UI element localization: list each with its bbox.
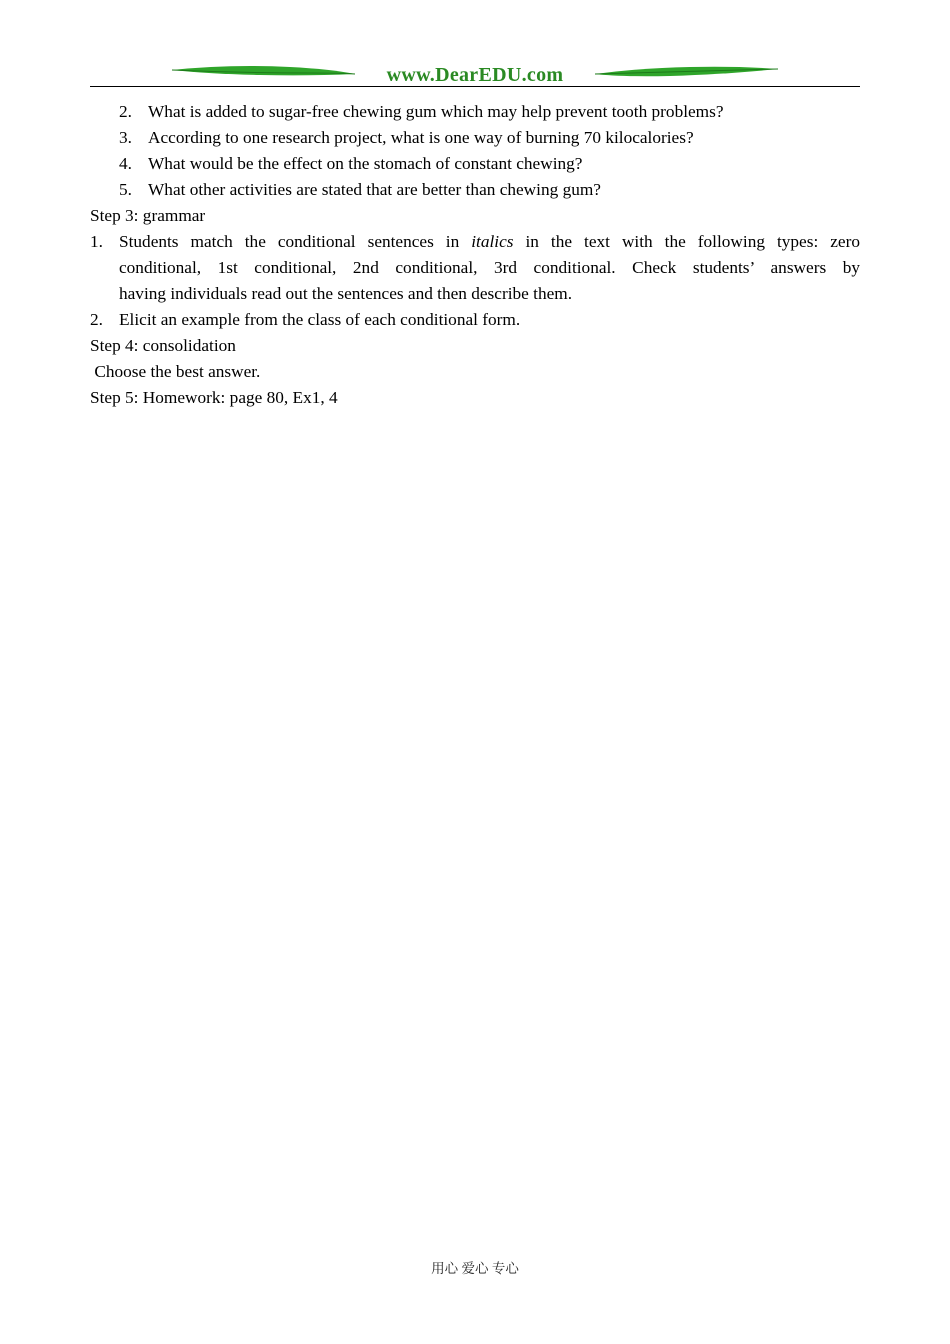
step4-instruction: Choose the best answer.	[90, 362, 261, 381]
item-text-line: having individuals read out the sentences and then describe them.	[119, 284, 573, 303]
question-number: 4.	[119, 154, 132, 173]
item-text: in the text with the following types: zero	[513, 232, 860, 251]
step3-item-1	[90, 229, 860, 255]
header-banner	[170, 62, 780, 88]
step3-item-1-cont	[90, 281, 860, 307]
step3-item-1-cont	[90, 255, 860, 281]
page-footer: 用心 爱心 专心	[431, 1261, 519, 1276]
item-text-line: conditional, 1st conditional, 2nd conditional, 3rd conditional. Check students’ answers by	[119, 258, 860, 277]
question-text: What other activities are stated that are better than chewing gum?	[148, 180, 601, 199]
item-text: Elicit an example from the class of each conditional form.	[119, 310, 521, 329]
header-divider	[90, 86, 860, 87]
item-number: 1.	[90, 232, 103, 251]
site-url-logo: www.DearEDU.com	[386, 64, 564, 86]
step4-heading: Step 4: consolidation	[90, 336, 236, 355]
item-text: Students match the conditional sentences in	[119, 232, 472, 251]
italics-word: italics	[471, 232, 514, 251]
question-number: 5.	[119, 180, 132, 199]
question-text: What is added to sugar-free chewing gum which may help prevent tooth problems?	[148, 102, 724, 121]
question-number: 2.	[119, 102, 132, 121]
step5-heading: Step 5: Homework: page 80, Ex1, 4	[90, 388, 338, 407]
question-number: 3.	[119, 128, 132, 147]
question-text: What would be the effect on the stomach of constant chewing?	[148, 154, 583, 173]
item-text-line	[119, 229, 860, 255]
question-text: According to one research project, what is one way of burning 70 kilocalories?	[148, 128, 694, 147]
step3-heading: Step 3: grammar	[90, 206, 206, 225]
item-number: 2.	[90, 310, 103, 329]
